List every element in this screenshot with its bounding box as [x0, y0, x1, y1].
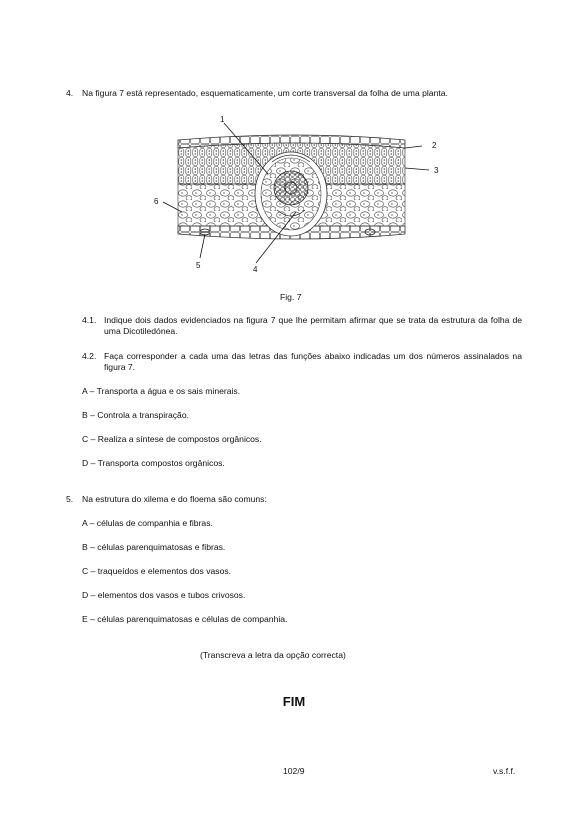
- figure-label-6: 6: [154, 197, 159, 206]
- option-5-a: A – células de companhia e fibras.: [82, 518, 213, 528]
- option-5-d: D – elementos dos vasos e tubos crivosos.: [82, 590, 246, 600]
- question-4-text: Na figura 7 está representado, esquematicamente, um corte transversal da folha de uma planta.: [82, 88, 448, 98]
- question-5-text: Na estrutura do xilema e do floema são comuns:: [82, 494, 267, 504]
- figure-label-2: 2: [432, 141, 437, 150]
- page-number: 102/9: [283, 766, 305, 776]
- option-5-e: E – células parenquimatosas e células de companhia.: [82, 614, 288, 624]
- question-5-number: 5.: [66, 494, 74, 504]
- figure-label-1: 1: [220, 115, 225, 124]
- subquestion-4-1-number: 4.1.: [82, 315, 97, 325]
- option-5-b: B – células parenquimatosas e fibras.: [82, 542, 226, 552]
- continue-marker: v.s.f.f.: [493, 766, 516, 776]
- leaf-cross-section-figure: [150, 112, 450, 282]
- option-5-c: C – traqueídos e elementos dos vasos.: [82, 566, 232, 576]
- question-4-number: 4.: [66, 88, 74, 98]
- subquestion-4-2-text: Faça corresponder a cada uma das letras das funções abaixo indicadas um dos números assinalados na figura 7.: [104, 351, 522, 372]
- end-marker: FIM: [282, 694, 306, 709]
- option-4-a: A – Transporta a água e os sais minerais.: [82, 386, 241, 396]
- subquestion-4-1-text: Indique dois dados evidenciados na figura 7 que lhe permitam afirmar que se trata da estrutura da folha de uma Dicotiledónea.: [104, 315, 522, 336]
- figure-label-3: 3: [434, 166, 439, 175]
- subquestion-4-2-number: 4.2.: [82, 351, 97, 361]
- figure-label-4: 4: [253, 265, 258, 274]
- figure-label-5: 5: [196, 261, 201, 270]
- option-4-b: B – Controla a transpiração.: [82, 410, 190, 420]
- leaf-diagram: [150, 112, 450, 282]
- option-4-c: C – Realiza a síntese de compostos orgânicos.: [82, 434, 262, 444]
- option-4-d: D – Transporta compostos orgânicos.: [82, 458, 225, 468]
- answer-instruction: (Transcreva a letra da opção correcta): [200, 650, 346, 660]
- figure-caption: Fig. 7: [280, 292, 302, 302]
